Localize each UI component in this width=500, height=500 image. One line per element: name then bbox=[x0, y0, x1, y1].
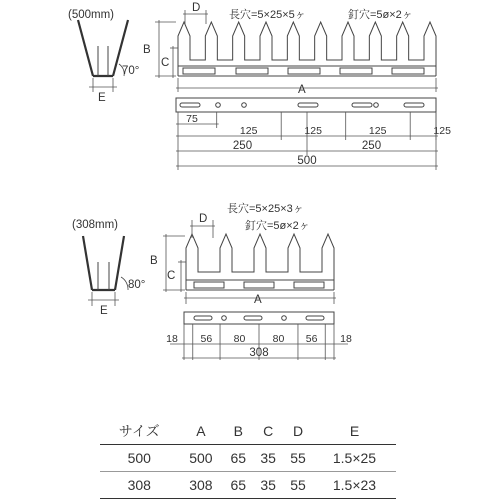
top-dim-D: D bbox=[192, 2, 201, 14]
table-row bbox=[100, 445, 396, 472]
header-D: D bbox=[283, 418, 313, 445]
dim-pitch: 125 bbox=[368, 125, 387, 137]
front-slot bbox=[294, 282, 324, 288]
top-dim-B: B bbox=[143, 44, 151, 56]
front-slot bbox=[244, 282, 274, 288]
front-slot bbox=[194, 282, 224, 288]
dim-half: 250 bbox=[232, 140, 253, 152]
bottom-dim-B: B bbox=[150, 255, 158, 267]
table-cell: 500 bbox=[178, 445, 223, 472]
bottom-dim-A: A bbox=[254, 294, 262, 306]
top-plan-holes bbox=[180, 103, 424, 108]
plan-slot bbox=[352, 103, 372, 107]
bottom-dim-E: E bbox=[100, 305, 108, 317]
dim-edge: 18 bbox=[340, 333, 352, 345]
table-cell: 55 bbox=[283, 445, 313, 472]
header-B: B bbox=[223, 418, 253, 445]
table-cell: 55 bbox=[283, 472, 313, 499]
top-plan-view bbox=[176, 98, 451, 170]
plan-nail-hole bbox=[282, 316, 287, 321]
plan-nail-hole bbox=[216, 103, 221, 108]
top-dim-C: C bbox=[161, 57, 170, 69]
header-A: A bbox=[178, 418, 223, 445]
front-slot bbox=[288, 68, 320, 74]
front-slot bbox=[183, 68, 215, 74]
plan-nail-hole bbox=[374, 103, 379, 108]
plan-slot bbox=[180, 103, 200, 107]
top-dim-E: E bbox=[98, 92, 106, 104]
top-model-label: (500mm) bbox=[68, 9, 115, 21]
front-slot bbox=[236, 68, 268, 74]
header-E: E bbox=[313, 418, 396, 445]
bottom-angle-label: 80° bbox=[128, 279, 146, 291]
top-variant bbox=[68, 2, 451, 170]
bottom-front-slots bbox=[194, 282, 324, 288]
top-cross-section bbox=[78, 20, 139, 104]
table-cell: 65 bbox=[223, 472, 253, 499]
top-front-slots bbox=[183, 68, 424, 74]
bottom-plan-holes bbox=[194, 316, 324, 321]
bottom-variant bbox=[72, 201, 352, 360]
plan-nail-hole bbox=[242, 103, 247, 108]
table-cell: 1.5×23 bbox=[313, 472, 396, 499]
spec-table-header-row bbox=[100, 418, 396, 445]
dim-total: 308 bbox=[249, 347, 269, 359]
plan-slot bbox=[194, 316, 212, 320]
table-cell: 500 bbox=[100, 445, 178, 472]
table-row bbox=[100, 472, 396, 499]
front-slot bbox=[340, 68, 372, 74]
dim-pitch: 125 bbox=[239, 125, 258, 137]
dim-pitch: 80 bbox=[233, 333, 246, 345]
dim-total: 500 bbox=[297, 155, 317, 167]
table-cell: 1.5×25 bbox=[313, 445, 396, 472]
plan-slot bbox=[244, 316, 262, 320]
table-cell: 65 bbox=[223, 445, 253, 472]
bottom-cross-section bbox=[83, 236, 145, 317]
top-plan-dimensions bbox=[176, 112, 451, 170]
table-cell: 35 bbox=[253, 472, 283, 499]
front-slot bbox=[392, 68, 424, 74]
top-slot-note: 長穴=5×25×5ヶ bbox=[229, 9, 306, 21]
plan-slot bbox=[306, 316, 324, 320]
plan-slot bbox=[404, 103, 424, 107]
dim-pitch: 56 bbox=[200, 333, 213, 345]
top-nail-note: 釘穴=5ø×2ヶ bbox=[348, 9, 413, 21]
header-C: C bbox=[253, 418, 283, 445]
bottom-model-label: (308mm) bbox=[72, 219, 119, 231]
plan-nail-hole bbox=[222, 316, 227, 321]
bottom-nail-note: 釘穴=5ø×2ヶ bbox=[245, 220, 310, 232]
dim-pitch: 80 bbox=[272, 333, 285, 345]
bottom-dim-D: D bbox=[199, 213, 208, 225]
table-cell: 35 bbox=[253, 445, 283, 472]
dim-pitch: 125 bbox=[433, 125, 451, 137]
top-dim-A: A bbox=[298, 84, 306, 96]
dim-edge: 18 bbox=[166, 333, 178, 345]
header-size: サイズ bbox=[100, 418, 178, 445]
bottom-plan-view bbox=[166, 312, 352, 360]
bottom-plan-dimensions bbox=[166, 324, 352, 360]
spec-table bbox=[100, 418, 396, 499]
bottom-slot-note: 長穴=5×25×3ヶ bbox=[227, 203, 304, 215]
plan-slot bbox=[298, 103, 318, 107]
top-angle-label: 70° bbox=[122, 65, 140, 77]
dim-pitch: 56 bbox=[305, 333, 318, 345]
dim-pitch: 125 bbox=[304, 125, 322, 137]
dim-half: 250 bbox=[361, 140, 382, 152]
dim-offset: 75 bbox=[186, 113, 198, 125]
bottom-dim-C: C bbox=[167, 270, 176, 282]
table-cell: 308 bbox=[178, 472, 223, 499]
table-cell: 308 bbox=[100, 472, 178, 499]
